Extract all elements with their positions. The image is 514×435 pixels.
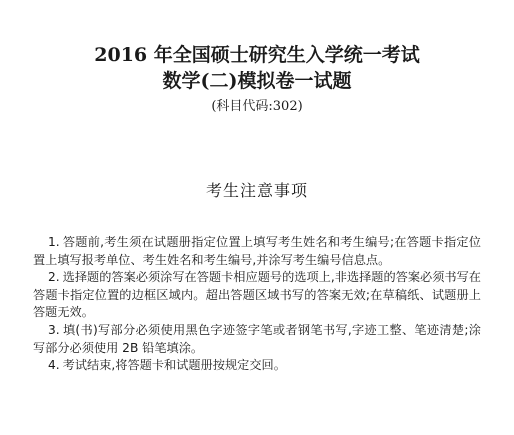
- notice-item-text: 考试结束,将答题卡和试题册按规定交回。: [62, 358, 286, 373]
- notice-item-3: [33, 322, 481, 357]
- notice-item-4: [33, 357, 481, 375]
- notice-item-text: 选择题的答案必须涂写在答题卡相应题号的选项上,非选择题的答案必须书写在答题卡指定位置的边框区域内。超出答题区域书写的答案无效;在草稿纸、试题册上答题无效。: [33, 270, 481, 320]
- notice-item-1: [33, 234, 481, 269]
- notice-item-number: 3.: [48, 322, 60, 337]
- exam-title-line-1: 2016 年全国硕士研究生入学统一考试: [94, 44, 420, 66]
- exam-title-line-2: 数学(二)模拟卷一试题: [162, 70, 352, 92]
- notice-list: [33, 234, 481, 375]
- notice-item-text: 填(书)写部分必须使用黑色字迹签字笔或者钢笔书写,字迹工整、笔迹清楚;涂写部分必须使用 2B 铅笔填涂。: [33, 322, 481, 355]
- notice-item-number: 2.: [48, 270, 60, 285]
- notice-item-text: 答题前,考生须在试题册指定位置上填写考生姓名和考生编号;在答题卡指定位置上填写报考单位、考生姓名和考生编号,并涂写考生编号信息点。: [33, 235, 481, 267]
- notice-item-number: 1.: [48, 235, 60, 249]
- notice-item-2: [33, 269, 481, 322]
- notice-heading: 考生注意事项: [205, 181, 308, 200]
- notice-item-number: 4.: [48, 358, 60, 373]
- subject-code: (科目代码:302): [211, 99, 303, 114]
